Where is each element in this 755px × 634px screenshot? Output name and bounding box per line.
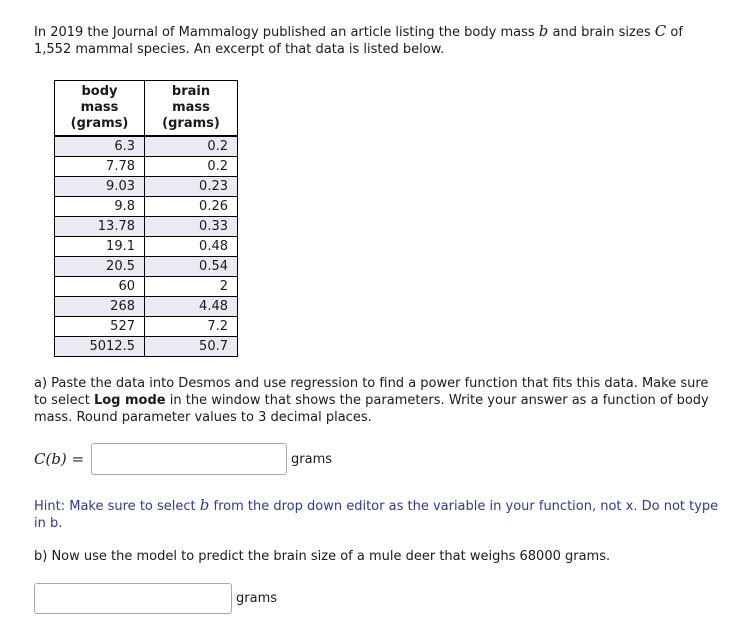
body-mass-cell: 6.3 [55, 136, 145, 157]
part-b-answer-row [34, 583, 277, 614]
body-mass-cell: 60 [55, 277, 145, 297]
part-a-text-2: in the window that shows the parameters. Write your answer as a function of body mass. Round parameter values to 3 decimal places. [34, 393, 709, 425]
part-b-question [34, 548, 724, 565]
hint-text-2: from the drop down editor as the variable in your function, not x. Do not type in b. [34, 499, 719, 531]
header-brain-mass-line2: (grams) [162, 116, 220, 131]
brain-mass-cell: 0.33 [145, 217, 238, 237]
table-header-row [55, 81, 238, 137]
table-row [55, 337, 238, 357]
brain-mass-cell: 0.48 [145, 237, 238, 257]
body-mass-cell: 527 [55, 317, 145, 337]
body-mass-cell: 13.78 [55, 217, 145, 237]
function-label-text: C(b) = [34, 450, 85, 468]
body-mass-cell: 5012.5 [55, 337, 145, 357]
table-row [55, 217, 238, 237]
header-brain-mass-line1: brain mass [171, 84, 211, 115]
intro-text-3: of 1,552 mammal species. An excerpt of that data is listed below. [34, 25, 683, 57]
part-a-unit: grams [291, 451, 332, 467]
table-row [55, 177, 238, 197]
part-b-unit: grams [236, 591, 277, 606]
header-body-mass-line1: body mass [80, 84, 119, 115]
intro-text-2: and brain sizes [548, 25, 655, 40]
brain-mass-cell: 0.2 [145, 136, 238, 157]
table-row [55, 237, 238, 257]
body-mass-cell: 9.03 [55, 177, 145, 197]
brain-mass-cell: 7.2 [145, 317, 238, 337]
hint-paragraph [34, 497, 724, 532]
brain-mass-cell: 2 [145, 277, 238, 297]
table-row [55, 277, 238, 297]
part-a-text-1: a) Paste the data into Desmos and use regression to find a power function that fits this data. Make sure to select [34, 376, 709, 408]
body-mass-cell: 19.1 [55, 237, 145, 257]
header-brain-mass [145, 81, 238, 137]
log-mode-emphasis: Log mode [93, 393, 166, 408]
hint-text-1: Hint: Make sure to select [34, 499, 200, 514]
part-a-instructions [34, 375, 724, 426]
brain-mass-cell: 0.26 [145, 197, 238, 217]
body-mass-cell: 9.8 [55, 197, 145, 217]
header-body-mass [55, 81, 145, 137]
brain-mass-cell: 50.7 [145, 337, 238, 357]
brain-mass-cell: 4.48 [145, 297, 238, 317]
part-a-answer-input[interactable] [91, 443, 287, 475]
hint-variable-b: b [199, 496, 210, 514]
table-row [55, 136, 238, 157]
part-a-answer-row [34, 443, 332, 475]
brain-mass-cell: 0.2 [145, 157, 238, 177]
body-mass-cell: 20.5 [55, 257, 145, 277]
table-row [55, 317, 238, 337]
variable-b: b [538, 22, 549, 40]
intro-text-1: In 2019 the Journal of Mammalogy published an article listing the body mass [34, 25, 539, 40]
brain-mass-cell: 0.54 [145, 257, 238, 277]
header-body-mass-line2: (grams) [70, 116, 129, 131]
table-row [55, 157, 238, 177]
body-mass-cell: 7.78 [55, 157, 145, 177]
brain-mass-cell: 0.23 [145, 177, 238, 197]
variable-c: C [654, 22, 667, 40]
table-row [55, 297, 238, 317]
intro-paragraph [34, 23, 724, 58]
function-label [34, 450, 91, 468]
table-row [55, 197, 238, 217]
part-b-answer-input[interactable] [34, 583, 232, 614]
part-b-text: b) Now use the model to predict the brain size of a mule deer that weighs 68000 grams. [34, 549, 611, 564]
data-table [54, 80, 238, 357]
body-mass-cell: 268 [55, 297, 145, 317]
table-row [55, 257, 238, 277]
